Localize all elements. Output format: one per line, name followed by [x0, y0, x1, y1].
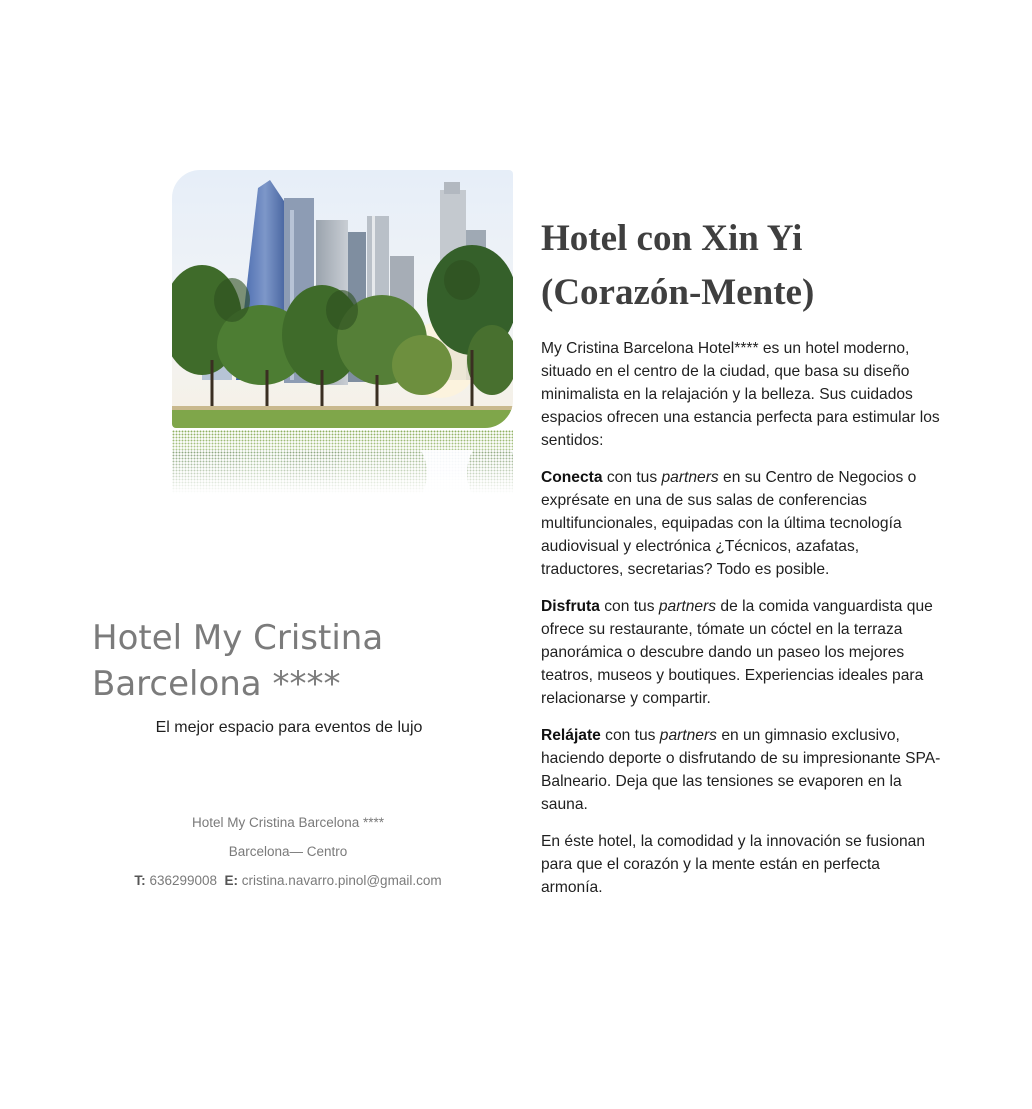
email-address[interactable]: cristina.navarro.pinol@gmail.com	[241, 873, 442, 888]
relajate-partners: partners	[659, 727, 717, 744]
hotel-name-title	[92, 615, 492, 707]
headline-line2: (Corazón-Mente)	[541, 272, 815, 313]
intro-paragraph: My Cristina Barcelona Hotel**** es un hotel moderno, situado en el centro de la ciudad, que basa su diseño minimalista en la relajación y la belleza. Sus cuidados espacios ofrecen una estancia perfecta para estimular los sentidos:	[541, 340, 940, 449]
article-headline	[541, 212, 961, 320]
relajate-pre: con tus	[600, 727, 660, 744]
disfruta-paragraph	[541, 595, 941, 710]
tagline: El mejor espacio para eventos de lujo	[155, 719, 423, 736]
hotel-name-line2: Barcelona ****	[92, 664, 341, 704]
hotel-name-line1: Hotel My Cristina	[92, 618, 384, 658]
contact-name: Hotel My Cristina Barcelona ****	[191, 815, 385, 830]
headline-line1: Hotel con Xin Yi	[541, 218, 803, 259]
disfruta-partners: partners	[658, 598, 717, 615]
closing-paragraph: En éste hotel, la comodidad y la innovación se fusionan para que el corazón y la mente están en perfecta armonía.	[541, 833, 926, 896]
conecta-lead: Conecta	[541, 469, 603, 486]
contact-location: Barcelona— Centro	[228, 844, 348, 859]
conecta-rest: en su Centro de Negocios o exprésate en una de sus salas de conferencias multifuncionales, equipadas con la última tecnología audiovisual y electrónica ¿Técnicos, azafatas, traductores, secretarias? Todo es posible.	[541, 469, 917, 578]
conecta-partners: partners	[661, 469, 719, 486]
photo-reflection	[172, 430, 513, 494]
disfruta-pre: con tus	[599, 598, 659, 615]
contact-details	[92, 868, 484, 897]
relajate-rest: en un gimnasio exclusivo, haciendo deporte o disfrutando de su impresionante SPA-Balneario. Deja que las tensiones se evaporen en la sauna.	[541, 727, 941, 813]
contact-block	[92, 810, 484, 897]
conecta-paragraph	[541, 466, 941, 581]
relajate-paragraph	[541, 724, 941, 816]
relajate-lead: Relájate	[541, 727, 601, 744]
email-label: E:	[224, 873, 239, 888]
phone-number[interactable]: 636299008	[149, 873, 218, 888]
disfruta-lead: Disfruta	[541, 598, 600, 615]
conecta-pre: con tus	[602, 469, 662, 486]
phone-label: T:	[134, 873, 146, 888]
article-body	[541, 337, 941, 913]
skyline-illustration	[172, 170, 513, 428]
skyline-photo	[172, 170, 513, 428]
disfruta-rest: de la comida vanguardista que ofrece su restaurante, tómate un cóctel en la terraza panorámica o descubre dando un paseo los mejores teatros, museos y boutiques. Experiencias ideales para relacionarse y compartir.	[541, 598, 933, 707]
